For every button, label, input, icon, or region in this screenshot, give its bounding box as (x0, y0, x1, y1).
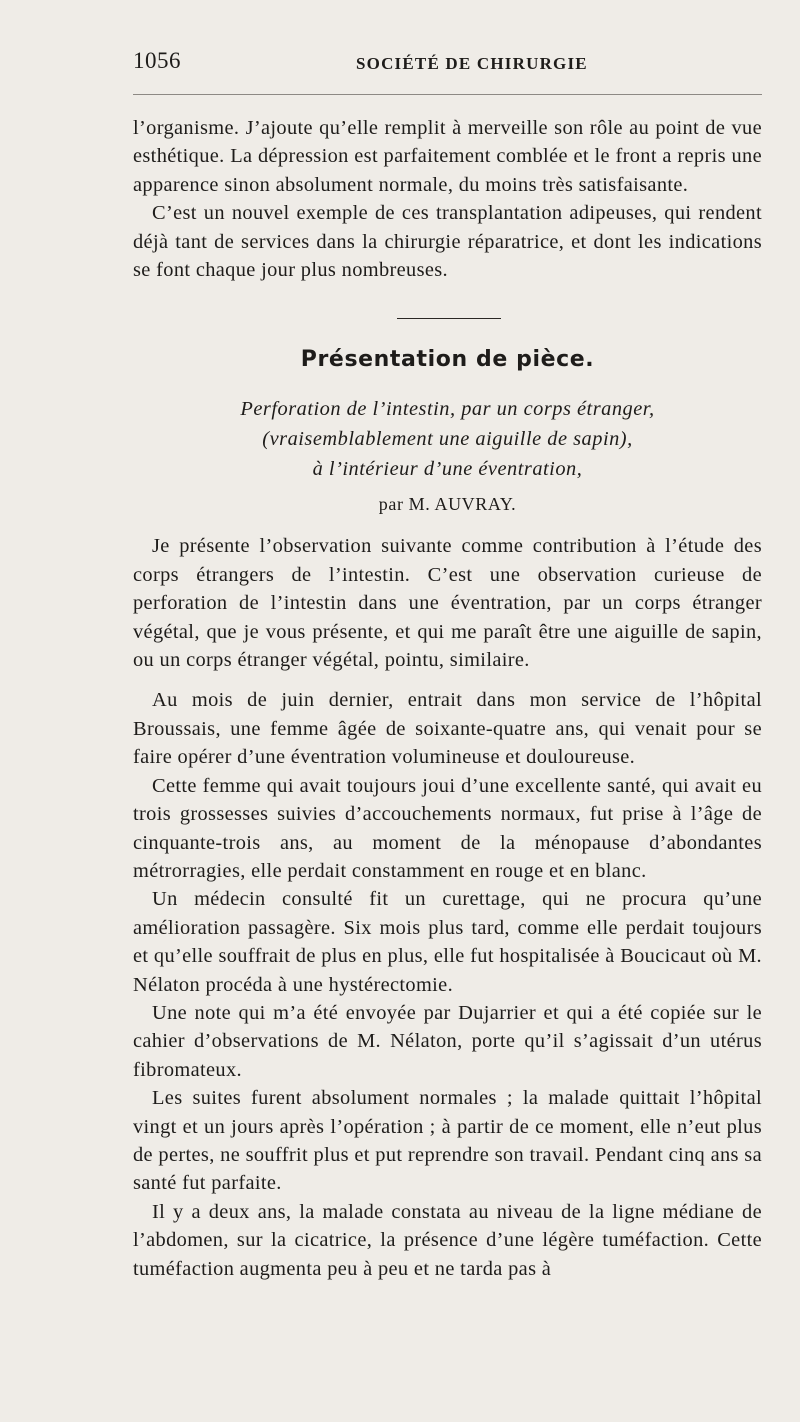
paragraph: Au mois de juin dernier, entrait dans mon service de l’hôpital Broussais, une femme âgée de soixante-quatre ans, qui venait pour se faire opérer d’une éventration volumineuse et douloureuse. (133, 689, 762, 769)
paragraph-continuation: l’organisme. J’ajoute qu’elle remplit à merveille son rôle au point de vue esthétique. La dépression est parfaitement comblée et le front a repris une apparence sinon absolument normale, du moins très satisfaisante. (133, 117, 762, 196)
paragraph: Une note qui m’a été envoyée par Dujarrier et qui a été copiée sur le cahier d’observations de M. Nélaton, porte qu’il s’agissait d’un utérus fibromateux. (133, 1001, 762, 1081)
section-divider (397, 318, 501, 319)
subtitle-line: (vraisemblablement une aiguille de sapin), (262, 428, 633, 451)
page-number: 1056 (133, 48, 181, 73)
section-title: Présentation de pièce. (300, 347, 595, 373)
paragraph: Les suites furent absolument normales ; la malade quittait l’hôpital vingt et un jours après l’opération ; à partir de ce moment, elle n’eut plus de pertes, ne souffrit plus et put reprendre son travail. Pendant cinq ans sa santé fut parfaite. (133, 1087, 762, 1195)
author-byline: par M. AUVRAY. (378, 494, 517, 515)
subtitle-line: Perforation de l’intestin, par un corps étranger, (240, 398, 655, 421)
paragraph-conclusion: C’est un nouvel exemple de ces transplantation adipeuses, qui rendent déjà tant de services dans la chirurgie réparatrice, et dont les indications se font chaque jour plus nombreuses. (133, 202, 762, 282)
paragraph: Il y a deux ans, la malade constata au niveau de la ligne médiane de l’abdomen, sur la cicatrice, la présence d’une légère tuméfaction. Cette tuméfaction augmenta peu à peu et ne tarda pas à (133, 1200, 762, 1280)
paragraph: Cette femme qui avait toujours joui d’une excellente santé, qui avait eu trois grossesses suivies d’accouchements normaux, fut prise à l’âge de cinquante-trois ans, au moment de la ménopause d’abondantes métrorragies, elle perdait constamment en rouge et en blanc. (133, 774, 762, 882)
paragraph: Un médecin consulté fit un curettage, qui ne procura qu’une amélioration passagère. Six mois plus tard, comme elle perdait toujours et qu’elle souffrait de plus en plus, elle fut hospitalisée à Boucicaut où M. Nélaton procéda à une hystérectomie. (133, 888, 762, 996)
journal-title: SOCIÉTÉ DE CHIRURGIE (356, 54, 588, 73)
subtitle-line: à l’intérieur d’une éventration, (312, 458, 583, 481)
paragraph: Je présente l’observation suivante comme contribution à l’étude des corps étrangers de l’intestin. C’est une observation curieuse de perforation de l’intestin dans une éventration, par un corps étranger végétal, que je vous présente, et qui me paraît être une aiguille de sapin, ou un corps étranger végétal, pointu, similaire. (133, 535, 762, 672)
article-body (133, 114, 762, 1283)
header-rule (133, 94, 762, 95)
paragraph-gap (133, 674, 762, 686)
section-subtitle (133, 394, 762, 484)
running-header (133, 0, 762, 73)
